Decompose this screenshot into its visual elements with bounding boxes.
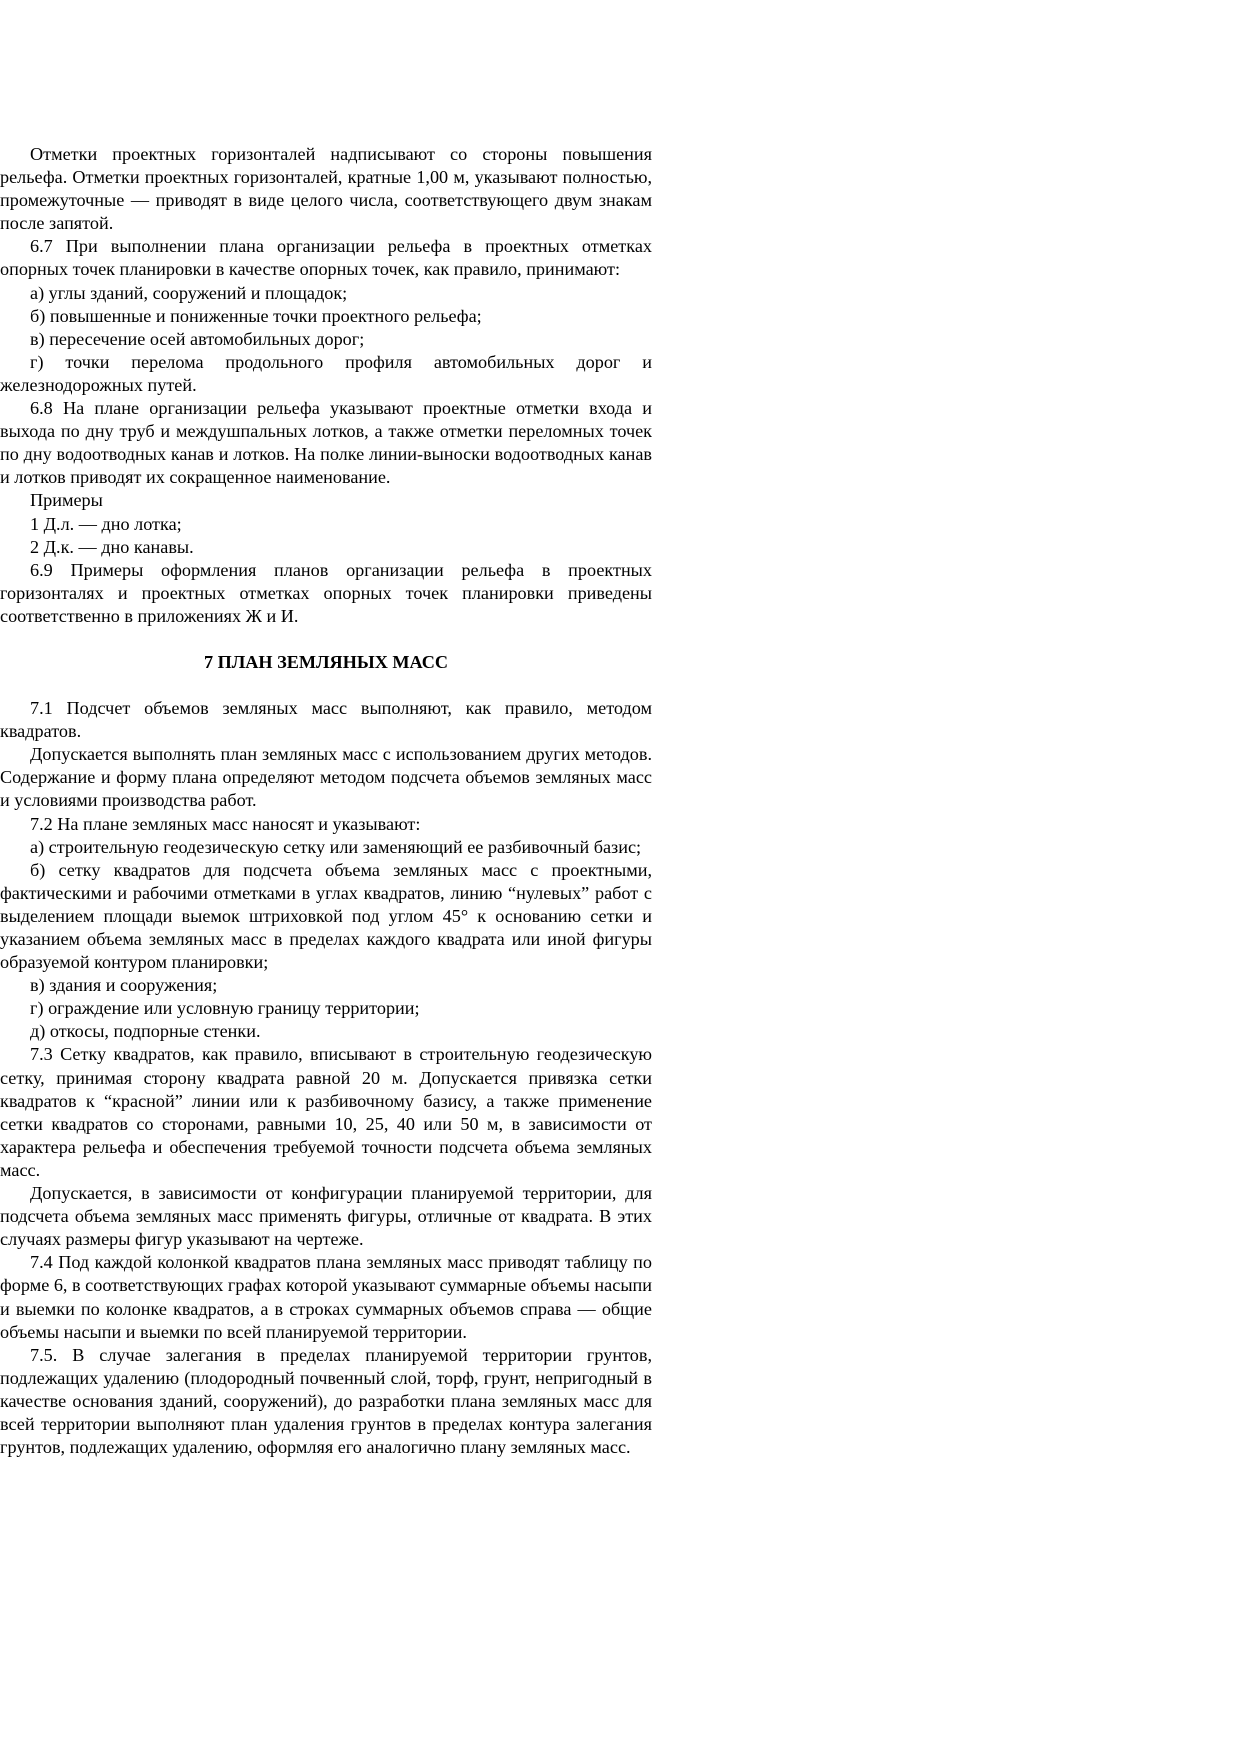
list-item: а) углы зданий, сооружений и площадок; (30, 282, 348, 303)
paragraph-7-5: 7.5. В случае залегания в пределах планируемой территории грунтов, подлежащих удалению (плодородный почвенный слой, торф, грунт, непригодный в качестве основания зданий, сооружений), до разработки плана земляных масс для всей территории выполняют план удаления грунтов в пределах контура залегания грунтов, подлежащих удалению, оформляя его аналогично плану земляных масс. (0, 1344, 652, 1458)
list-item: в) пересечение осей автомобильных дорог; (30, 328, 365, 349)
list-item: б) повышенные и пониженные точки проектного рельефа; (30, 305, 482, 326)
paragraph: Отметки проектных горизонталей надписывают со стороны повышения рельефа. Отметки проектных горизонталей, кратные 1,00 м, указывают полностью, промежуточные — приводят в виде целого числа, соответствующего двум знакам после запятой. (0, 144, 652, 234)
list-item: в) здания и сооружения; (30, 975, 218, 996)
document-page (0, 143, 652, 1459)
paragraph-7-4: 7.4 Под каждой колонкой квадратов плана земляных масс приводят таблицу по форме 6, в соответствующих графах которой указывают суммарные объемы насыпи и выемки по колонке квадратов, а в строках суммарных объемов справа — общие объемы насыпи и выемки по всей планируемой территории. (0, 1252, 652, 1342)
list-item: г) точки перелома продольного профиля автомобильных дорог и железнодорожных путей. (0, 351, 652, 395)
paragraph: Допускается, в зависимости от конфигурации планируемой территории, для подсчета объема земляных масс применять фигуры, отличные от квадрата. В этих случаях размеры фигур указывают на чертеже. (0, 1183, 652, 1250)
paragraph-6-9: 6.9 Примеры оформления планов организации рельефа в проектных горизонталях и проектных отметках опорных точек планировки приведены соответственно в приложениях Ж и И. (0, 559, 652, 626)
paragraph-7-2: 7.2 На плане земляных масс наносят и указывают: (30, 813, 421, 834)
list-item: б) сетку квадратов для подсчета объема земляных масс с проектными, фактическими и рабочими отметками в углах квадратов, линию “нулевых” работ с выделением площади выемок штриховкой под углом 45° к основанию сетки и указанием объема земляных масс в пределах каждого квадрата или иной фигуры образуемой контуром планировки; (0, 859, 652, 973)
paragraph-6-8: 6.8 На плане организации рельефа указывают проектные отметки входа и выхода по дну труб и междушпальных лотков, а также отметки переломных точек по дну водоотводных канав и лотков. На полке линии-выноски водоотводных канав и лотков приводят их сокращенное наименование. (0, 398, 652, 488)
paragraph: Допускается выполнять план земляных масс с использованием других методов. Содержание и форму плана определяют методом подсчета объемов земляных масс и условиями производства работ. (0, 744, 652, 811)
examples-label: Примеры (30, 490, 103, 511)
paragraph-6-7: 6.7 При выполнении плана организации рельефа в проектных отметках опорных точек планировки в качестве опорных точек, как правило, принимают: (0, 236, 652, 280)
list-item: г) ограждение или условную границу территории; (30, 998, 420, 1019)
example-item: 1 Д.л. — дно лотка; (30, 513, 182, 534)
list-item: а) строительную геодезическую сетку или заменяющий ее разбивочный базис; (30, 836, 642, 857)
example-item: 2 Д.к. — дно канавы. (30, 536, 194, 557)
list-item: д) откосы, подпорные стенки. (30, 1021, 261, 1042)
paragraph-7-3: 7.3 Сетку квадратов, как правило, вписывают в строительную геодезическую сетку, принимая сторону квадрата равной 20 м. Допускается привязка сетки квадратов к “красной” линии или к разбивочному базису, а также применение сетки квадратов со сторонами, равными 10, 25, 40 или 50 м, в зависимости от характера рельефа и обеспечения требуемой точности подсчета объема земляных масс. (0, 1044, 652, 1180)
section-heading: 7 ПЛАН ЗЕМЛЯНЫХ МАСС (203, 651, 449, 672)
paragraph-7-1: 7.1 Подсчет объемов земляных масс выполняют, как правило, методом квадратов. (0, 698, 652, 742)
